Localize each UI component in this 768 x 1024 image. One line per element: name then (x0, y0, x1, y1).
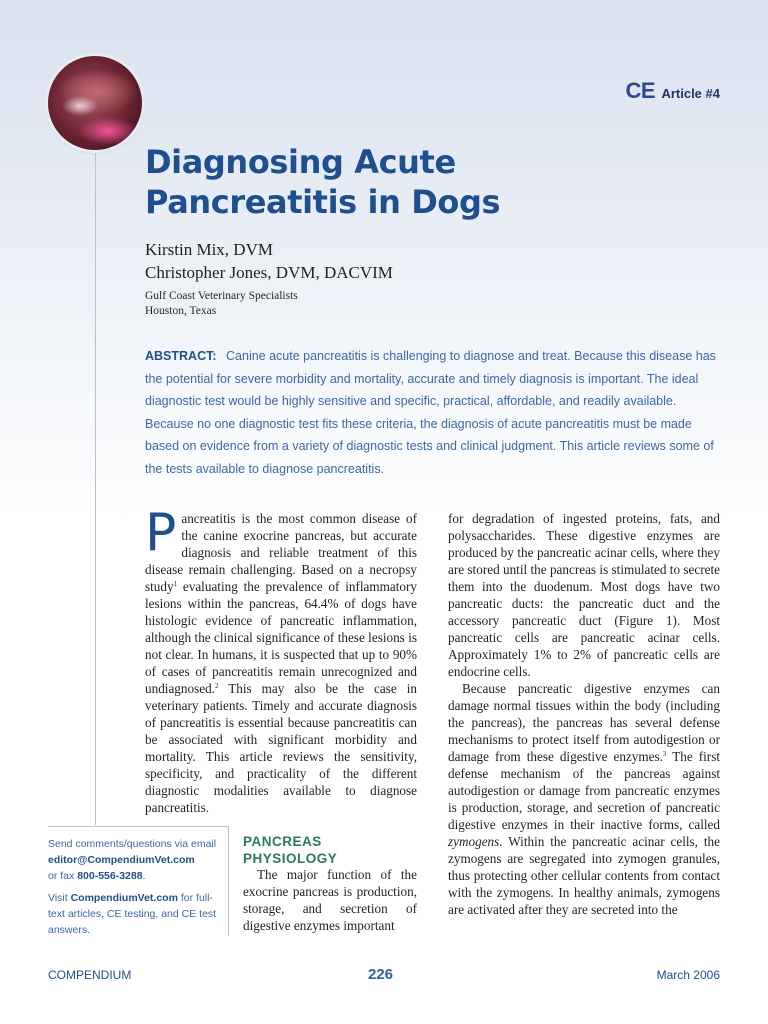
visit-prefix: Visit (48, 892, 71, 904)
col1-text-a: ancreatitis is the most common disease of the canine exocrine pancreas, but accurate diagnosis and reliable treatment of this disease remain challenging. Based on a necropsy study (145, 511, 417, 594)
author-1: Kirstin Mix, DVM (145, 240, 273, 259)
article-title (145, 142, 705, 222)
col3-text-a: Because pancreatic digestive enzymes can damage normal tissues within the body (including the pancreas), the pancreas has several defense mechanisms to protect itself from autodigestion or damage from these digestive enzymes. (448, 681, 720, 764)
col3-paragraph-2 (448, 680, 720, 918)
ce-mark: CE (625, 78, 655, 103)
affiliation-line-2: Houston, Texas (145, 305, 217, 317)
body-column-2: The major function of the exocrine pancreas is production, storage, and secretion of digestive enzymes important (243, 867, 417, 933)
title-line-1: Diagnosing Acute (145, 143, 456, 181)
abstract (145, 345, 725, 480)
reference-2: 2 (214, 682, 219, 690)
abstract-heading: ABSTRACT: (145, 349, 217, 363)
title-line-2: Pancreatitis in Dogs (145, 183, 501, 221)
editor-email-link[interactable]: editor@CompendiumVet.com (48, 854, 195, 866)
sidebar-line-1: Send comments/questions via email (48, 838, 217, 850)
drop-cap: P (145, 503, 177, 563)
col1-text-b: evaluating the prevalence of inflammatory lesions within the pancreas, 64.4% of dogs have histologic evidence of pancreatic inflammation, although the clinical significance of these lesions is not clear. In humans, it is suspected that up to 90% of cases of pancreatitis remain unrecognized and undiagnosed. (145, 579, 417, 696)
zymogens-term: zymogens (448, 834, 500, 849)
fax-number: 800-556-3288 (77, 870, 143, 882)
pancreas-photo (48, 56, 142, 150)
affiliation-line-1: Gulf Coast Veterinary Specialists (145, 290, 298, 302)
col1-text-c: This may also be the case in veterinary patients. Timely and accurate diagnosis of pancreatitis is essential because pancreatitis can be associated with significant morbidity and mortality. This article reviews the sensitivity, specificity, and practicality of the different diagnostic modalities available to diagnose pancreatitis. (145, 681, 417, 815)
body-column-1 (145, 503, 417, 816)
col3-paragraph-1: for degradation of ingested proteins, fats, and polysaccharides. These digestive enzymes are produced by the pancreatic acinar cells, where they are stored until the pancreas is stimulated to secrete them into the duodenum. Most dogs have two pancreatic ducts: the pancreatic duct and the accessory pancreatic duct (Figure 1). Most pancreatic cells are pancreatic acinar cells. Approximately 1% to 2% of pancreatic cells are endocrine cells. (448, 511, 720, 679)
ce-article-label (625, 78, 720, 104)
col3-text-b: The first defense mechanism of the pancreas against autodigestion or damage from pancreatic enzymes is production, storage, and secretion of pancreatic digestive enzymes in their inactive forms, called (448, 749, 720, 832)
footer-date: March 2006 (656, 968, 720, 982)
abstract-text: Canine acute pancreatitis is challenging to diagnose and treat. Because this disease has the potential for severe morbidity and mortality, accurate and timely diagnosis is important. The ideal diagnostic test would be highly sensitive and specific, practical, affordable, and readily available. Because no one diagnostic test fits these criteria, the diagnosis of acute pancreatitis must be made based on evidence from a variety of diagnostic tests and clinical judgment. This article reviews some of the tests available to diagnose pancreatitis. (145, 349, 716, 476)
section-heading-line-2: PHYSIOLOGY (243, 851, 338, 866)
col3-text-c: . Within the pancreatic acinar cells, the zymogens are segregated into zymogen granules, thus protecting other cellular contents from contact with the zymogens. In healthy animals, zymogens are activated after they are secreted into the (448, 834, 720, 917)
footer-journal-name: COMPENDIUM (48, 968, 132, 982)
body-column-3 (448, 510, 720, 918)
fax-prefix: or fax (48, 870, 78, 882)
reference-1: 1 (173, 580, 178, 588)
visit-suffix: for full-text articles, CE testing, and CE test answers. (48, 892, 217, 936)
article-number: Article #4 (661, 86, 720, 101)
page-number: 226 (368, 966, 394, 983)
reference-3: 3 (662, 750, 667, 758)
sidebar-divider-vertical (228, 826, 229, 936)
contact-sidebar (48, 836, 228, 938)
section-heading-line-1: PANCREAS (243, 834, 322, 849)
sidebar-divider-horizontal (48, 826, 228, 827)
fax-suffix: . (142, 870, 146, 882)
left-margin-rule (95, 150, 96, 825)
author-2: Christopher Jones, DVM, DACVIM (145, 263, 393, 282)
compendium-site-link[interactable]: CompendiumVet.com (70, 892, 178, 904)
section-heading-pancreas-physiology (243, 833, 417, 867)
